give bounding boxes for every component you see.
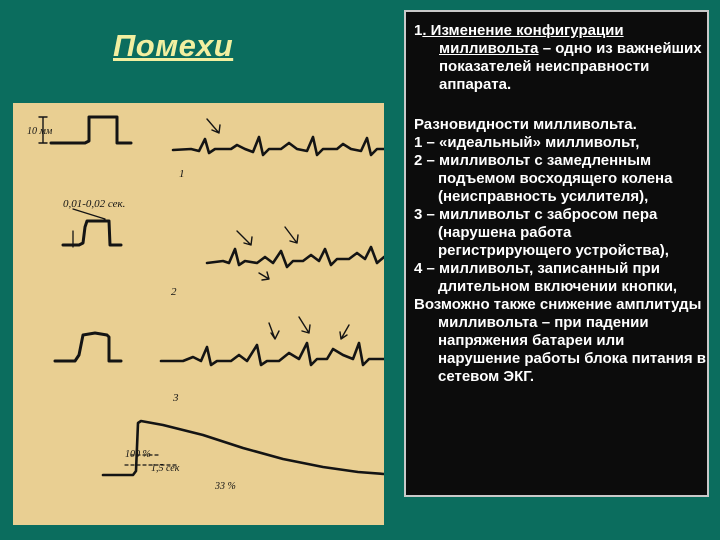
- arrow-3a: [269, 323, 279, 339]
- spacer: [414, 94, 707, 116]
- arrow-2b: [285, 227, 298, 243]
- intro-rest: – одно из важнейших показателей неисправности аппарата.: [439, 40, 702, 93]
- ecg-traces-svg: [13, 103, 384, 525]
- variety-item-3: 3 – милливольт с забросом пера (нарушена работа регистрирующего устройства),: [414, 206, 669, 259]
- intro-paragraph: [414, 22, 707, 94]
- intro-number: 1: [414, 22, 423, 39]
- arrow-2c: [259, 272, 269, 280]
- calibration-pulse-2: [63, 221, 121, 245]
- description-textbox: [404, 10, 709, 497]
- label-duration: 1,5 сек: [151, 463, 180, 474]
- label-33-percent: 33 %: [215, 481, 236, 492]
- label-100-percent: 100 %: [125, 449, 151, 460]
- amplitude-note: Возможно также снижение амплитуды милливольта – при падении напряжения батареи или нарушение работы блока питания в сетевом ЭКГ.: [414, 296, 707, 385]
- decay-curve-4: [103, 421, 384, 475]
- label-time: 0,01-0,02 сек.: [63, 198, 126, 210]
- ecg-strip-2: [207, 247, 384, 267]
- label-n1: 1: [179, 168, 185, 180]
- slide-title: Помехи: [113, 28, 234, 63]
- arrow-1: [207, 119, 220, 133]
- variety-item-1: 1 – «идеальный» милливольт,: [414, 134, 640, 151]
- variety-item-2: 2 – милливольт с замедленным подъемом восходящего колена (неисправность усилителя),: [414, 152, 673, 205]
- calibration-pulse-1: [51, 117, 131, 143]
- varieties-heading: Разновидности милливольта.: [414, 116, 637, 133]
- ecg-millivolt-figure: [13, 103, 384, 525]
- arrow-3c: [340, 325, 349, 339]
- ecg-strip-3: [161, 343, 384, 365]
- ecg-strip-1: [173, 137, 384, 155]
- variety-item-4: 4 – милливольт, записанный при длительном включении кнопки,: [414, 260, 678, 295]
- calibration-pulse-3: [55, 333, 121, 361]
- arrow-2a: [237, 231, 252, 245]
- label-amplitude: 10 мм: [27, 126, 53, 137]
- label-n2: 2: [171, 286, 177, 298]
- time-marker: [73, 209, 105, 247]
- label-n3: 3: [173, 392, 179, 404]
- intro-underlined: . Изменение конфигурации милливольта: [422, 22, 624, 57]
- arrow-3b: [299, 317, 310, 333]
